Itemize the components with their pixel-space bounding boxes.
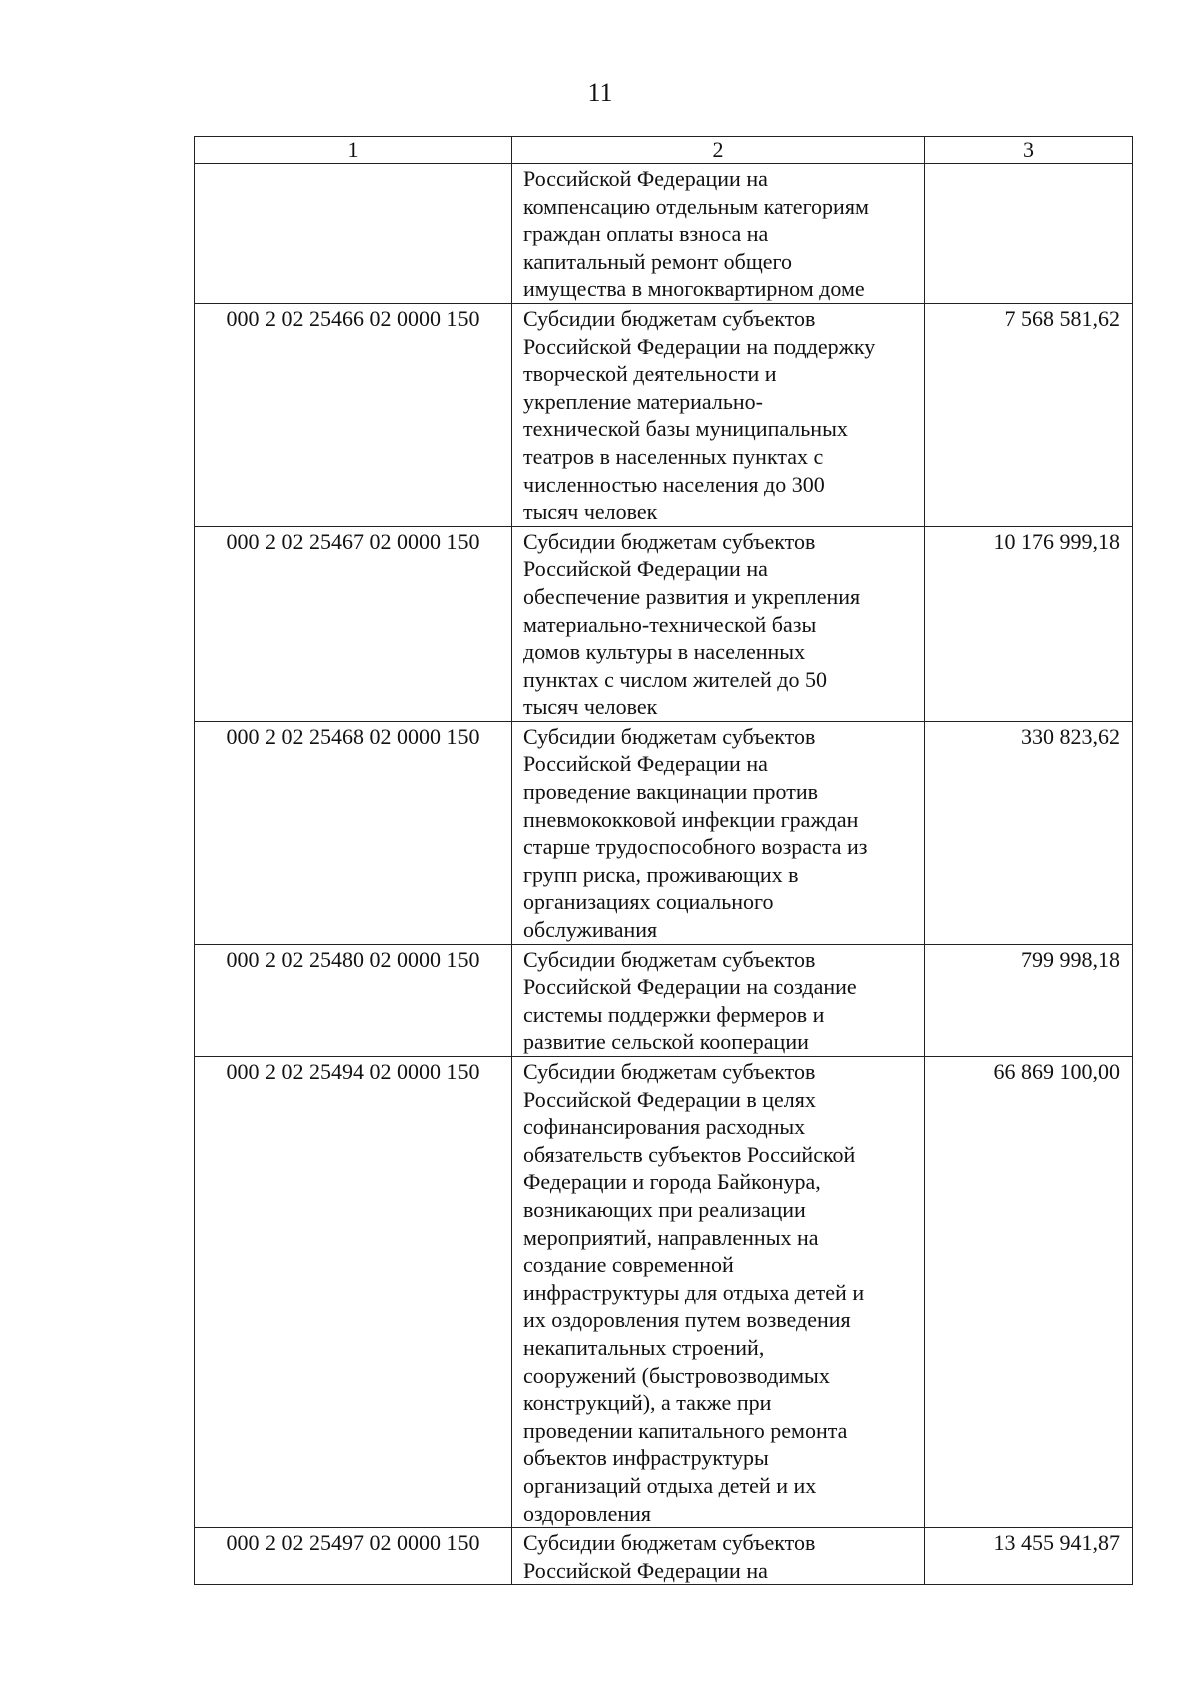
amount-cell: 13 455 941,87 <box>925 1528 1133 1585</box>
description-cell: Российской Федерации на компенсацию отдельным категориям граждан оплаты взноса на капитальный ремонт общего имущества в многоквартирном доме <box>512 164 925 304</box>
description-cell: Субсидии бюджетам субъектов Российской Федерации на создание системы поддержки фермеров и развитие сельской кооперации <box>512 944 925 1056</box>
budget-code-cell: 000 2 02 25497 02 0000 150 <box>195 1528 512 1585</box>
description-cell: Субсидии бюджетам субъектов Российской Федерации в целях софинансирования расходных обязательств субъектов Российской Федерации и города Байконура, возникающих при реализации мероприятий, направленных на создание современной инфраструктуры для отдыха детей и их оздоровления путем возведения некапитальных строений, сооружений (быстровозводимых конструкций), а также при проведении капитального ремонта объектов инфраструктуры организаций отдыха детей и их оздоровления <box>512 1057 925 1528</box>
page-number: 11 <box>587 78 613 107</box>
budget-code-cell: 000 2 02 25468 02 0000 150 <box>195 721 512 944</box>
amount-cell: 66 869 100,00 <box>925 1057 1133 1528</box>
column-number-3: 3 <box>925 137 1133 164</box>
table-row <box>195 526 1133 721</box>
description-cell: Субсидии бюджетам субъектов Российской Федерации на проведение вакцинации против пневмококковой инфекции граждан старше трудоспособного возраста из групп риска, проживающих в организациях социального обслуживания <box>512 721 925 944</box>
table-row <box>195 721 1133 944</box>
amount-cell: 799 998,18 <box>925 944 1133 1056</box>
amount-cell: 7 568 581,62 <box>925 303 1133 526</box>
amount-cell: 330 823,62 <box>925 721 1133 944</box>
amount-cell: 10 176 999,18 <box>925 526 1133 721</box>
budget-code-cell: 000 2 02 25480 02 0000 150 <box>195 944 512 1056</box>
budget-code-cell <box>195 164 512 304</box>
column-number-1: 1 <box>195 137 512 164</box>
table-row <box>195 944 1133 1056</box>
budget-code-cell: 000 2 02 25467 02 0000 150 <box>195 526 512 721</box>
table-header-row <box>195 137 1133 164</box>
budget-code-cell: 000 2 02 25466 02 0000 150 <box>195 303 512 526</box>
table-row <box>195 303 1133 526</box>
column-number-2: 2 <box>512 137 925 164</box>
table-row <box>195 1057 1133 1528</box>
budget-code-cell: 000 2 02 25494 02 0000 150 <box>195 1057 512 1528</box>
table-row <box>195 164 1133 304</box>
table-row <box>195 1528 1133 1585</box>
budget-table <box>194 136 1133 1585</box>
amount-cell <box>925 164 1133 304</box>
description-cell: Субсидии бюджетам субъектов Российской Федерации на поддержку творческой деятельности и укрепление материально- технической базы муниципальных театров в населенных пунктах с численностью населения до 300 тысяч человек <box>512 303 925 526</box>
description-cell: Субсидии бюджетам субъектов Российской Федерации на <box>512 1528 925 1585</box>
description-cell: Субсидии бюджетам субъектов Российской Федерации на обеспечение развития и укрепления материально-технической базы домов культуры в населенных пунктах с числом жителей до 50 тысяч человек <box>512 526 925 721</box>
